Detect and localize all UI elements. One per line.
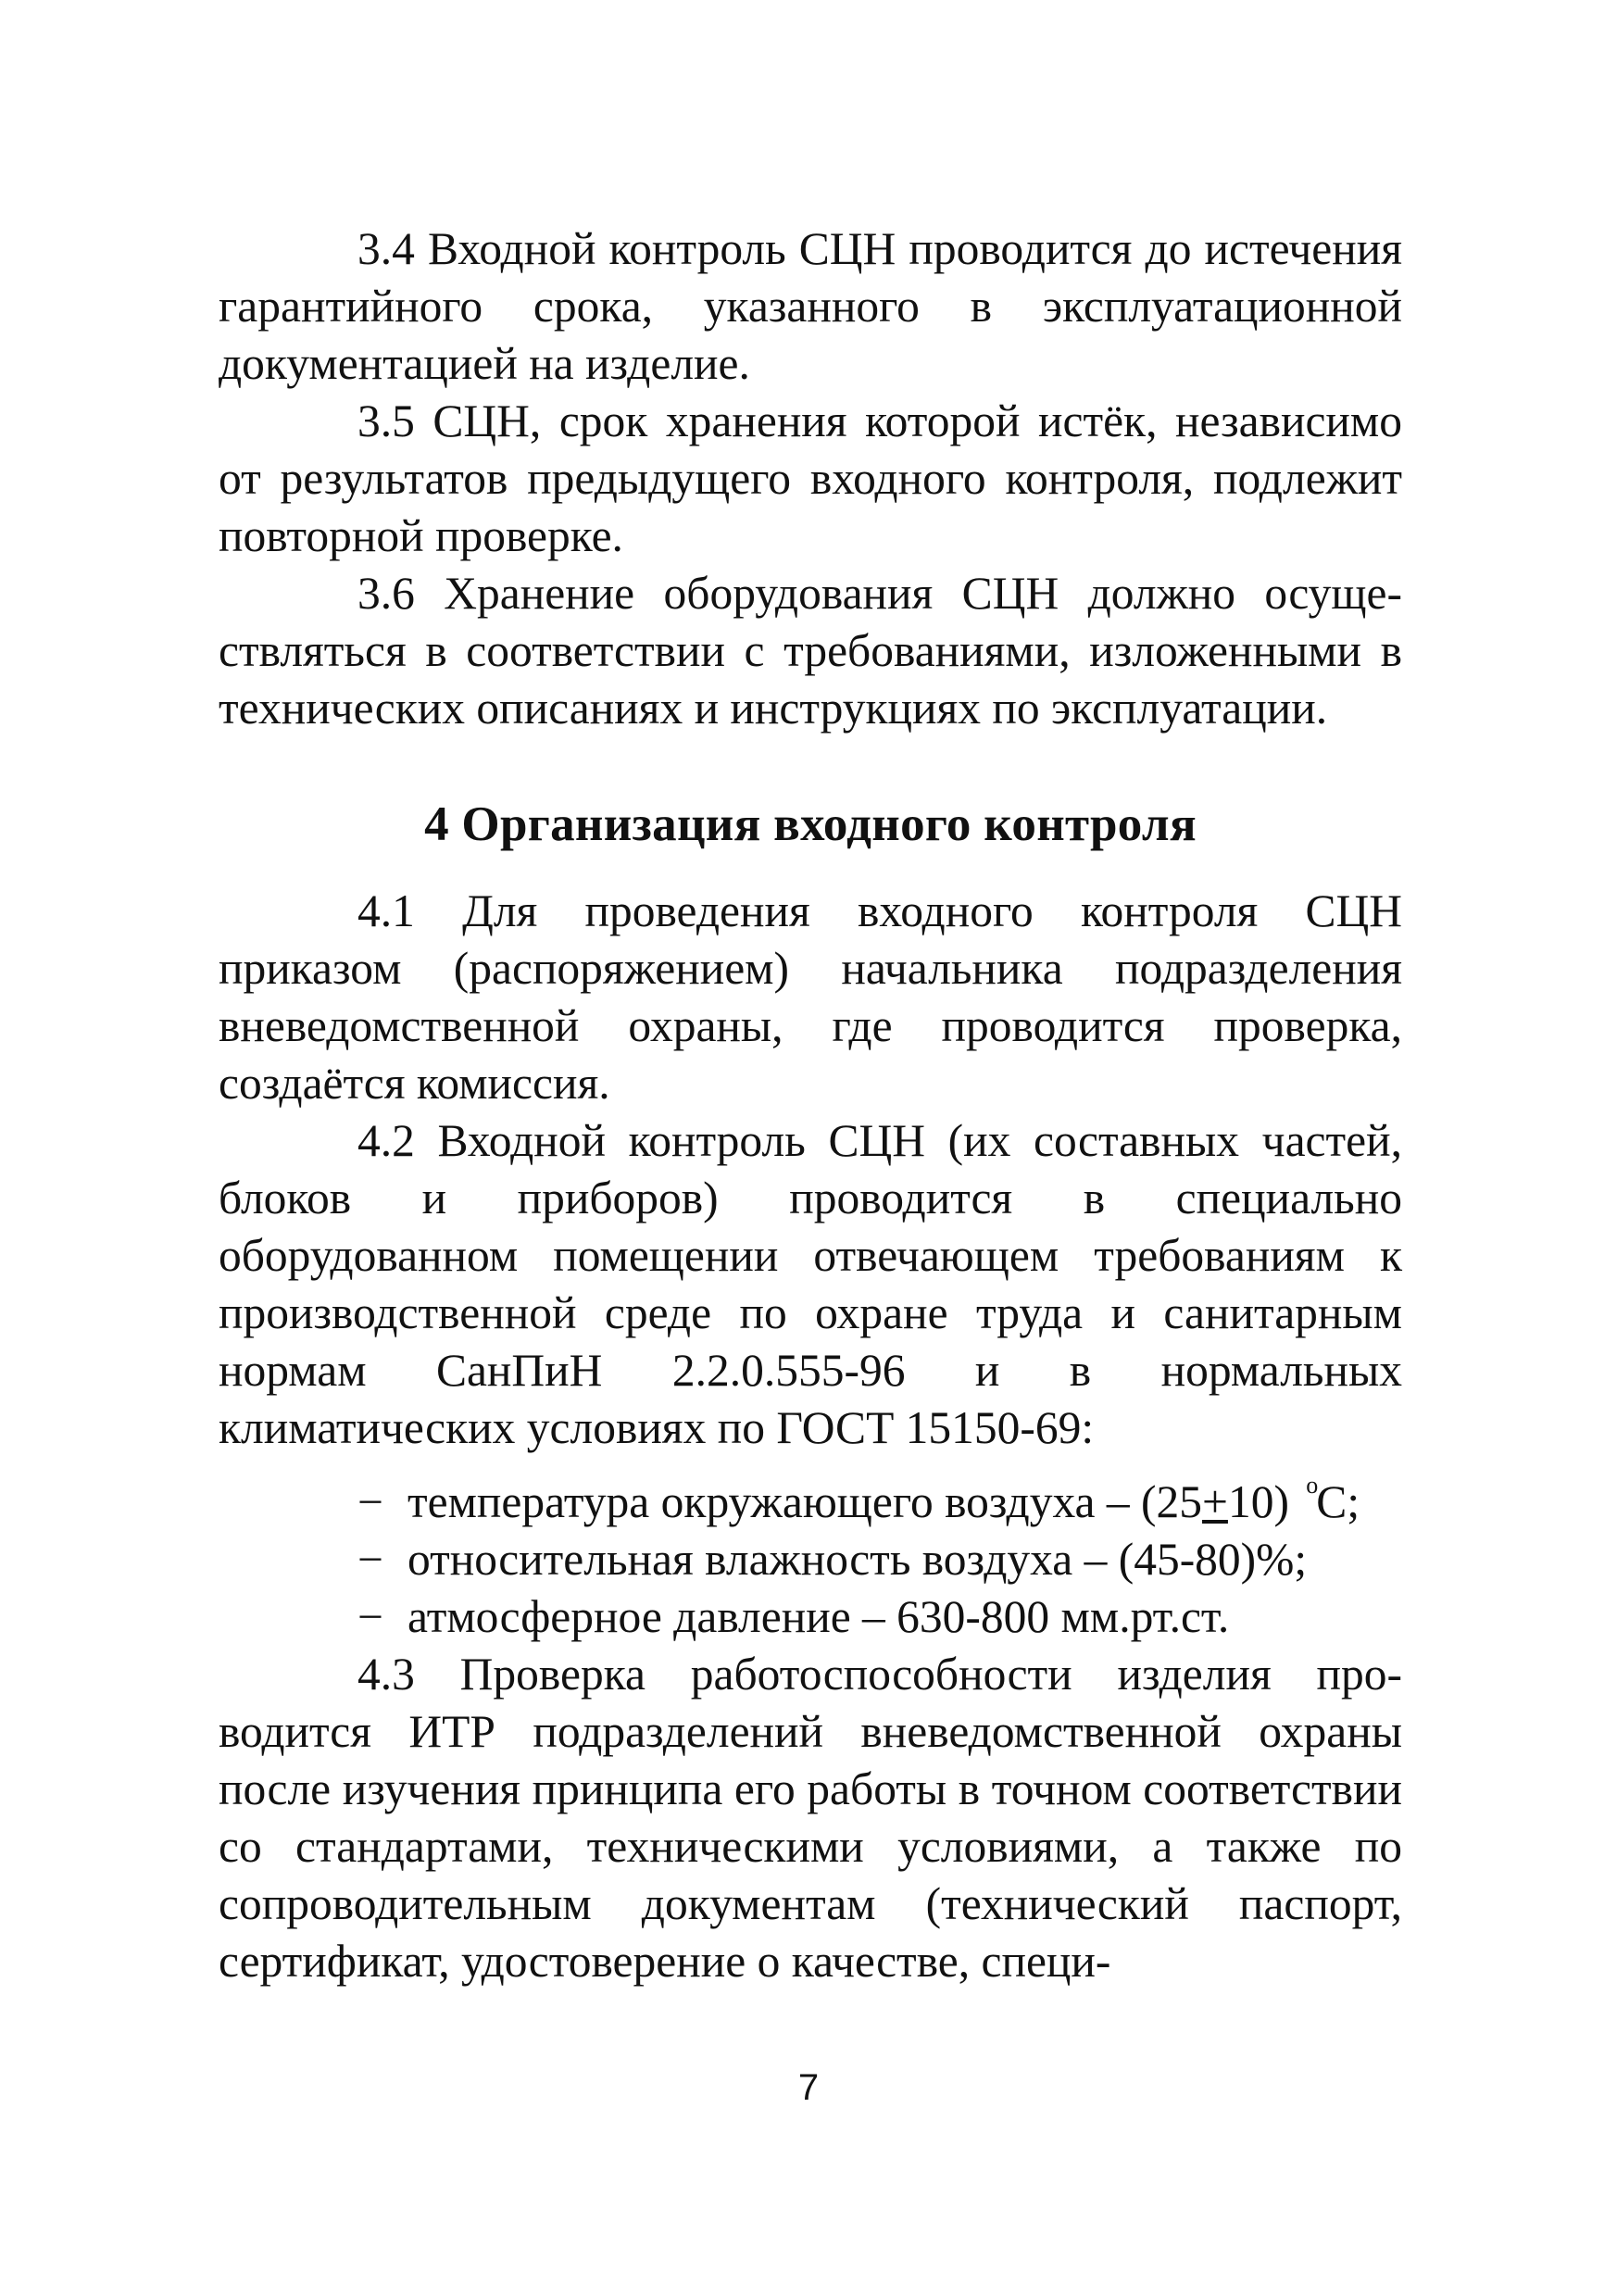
- paragraph-3-5: 3.5 СЦН, срок хранения которой истёк, независимо от результатов предыдущего входного контроля, подлежит повторной проверке.: [219, 395, 1402, 561]
- plus-minus-sign: +: [1202, 1476, 1228, 1527]
- conditions-list: [219, 1457, 1402, 1646]
- page-number: 7: [797, 2067, 820, 2108]
- paragraph-3-6: 3.6 Хранение оборудования СЦН должно осуществляться в соответствии с требованиями, изложенными в технических описаниях и инструкциях по эксплуатации.: [219, 568, 1402, 734]
- temperature-unit: С;: [1316, 1476, 1360, 1527]
- paragraph-4-3: 4.3 Проверка работоспособности изделия проводится ИТР подразделений вневедомственной охраны после изучения принципа его работы в точном соответствии со стандартами, техническими условиями, а также по сопроводительным документам (технический паспорт, сертификат, удостоверение о качестве, специ-: [219, 1649, 1402, 1987]
- paragraph-3-4: 3.4 Входной контроль СЦН проводится до истечения гарантийного срока, указанного в эксплуатационной документацией на изделие.: [219, 223, 1402, 389]
- condition-pressure: [219, 1588, 1402, 1646]
- list-dash: −: [357, 1476, 383, 1527]
- degree-sign: о: [1306, 1472, 1319, 1499]
- list-dash: −: [357, 1591, 383, 1642]
- section-heading: 4 Организация входного контроля: [424, 797, 1197, 851]
- list-dash: −: [357, 1534, 383, 1585]
- temperature-prefix: температура окружающего воздуха – (25: [407, 1476, 1203, 1527]
- humidity-text: относительная влажность воздуха – (45-80)%;: [407, 1534, 1308, 1585]
- text-column: [219, 220, 1402, 1990]
- condition-humidity: [219, 1531, 1402, 1588]
- paragraph-4-1: 4.1 Для проведения входного контроля СЦН приказом (распоряжением) начальника подразделения вневедомственной охраны, где проводится проверка, создаётся комиссия.: [219, 885, 1402, 1109]
- pressure-text: атмосферное давление – 630-800 мм.рт.ст.: [407, 1591, 1230, 1642]
- temperature-mid: 10): [1227, 1476, 1301, 1527]
- condition-temperature: [219, 1457, 1402, 1531]
- paragraph-4-2: 4.2 Входной контроль СЦН (их составных частей, блоков и приборов) проводится в специально оборудованном помещении отвечающем требованиям к производственной среде по охране труда и санитарным нормам СанПиН 2.2.0.555-96 и в нормальных климатических условиях по ГОСТ 15150-69:: [219, 1115, 1402, 1453]
